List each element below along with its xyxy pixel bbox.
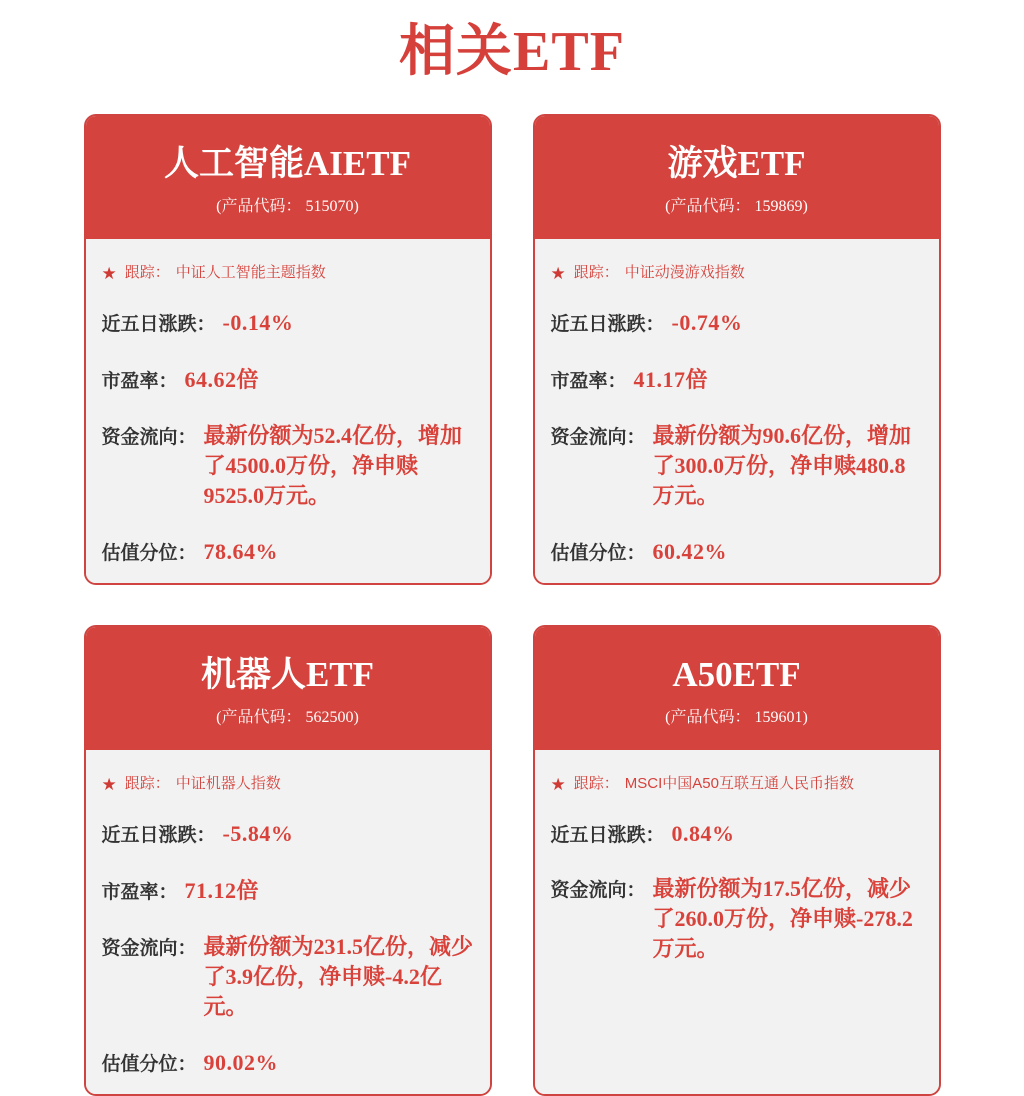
fund-flow-value: 最新份额为231.5亿份，减少了3.9亿份，净申赎-4.2亿元。 xyxy=(203,934,474,1019)
valuation-value: 90.02% xyxy=(203,1050,279,1075)
five-day-change-label: 近五日涨跌： xyxy=(550,825,665,846)
fund-flow-row xyxy=(551,874,923,964)
valuation-value: 78.64% xyxy=(203,539,279,564)
etf-card-a50 xyxy=(533,625,941,1096)
etf-card-robot xyxy=(84,625,492,1096)
track-label: 跟踪： xyxy=(573,264,619,281)
track-index: 中证动漫游戏指数 xyxy=(624,264,745,281)
page-title: 相关ETF xyxy=(399,21,625,83)
fund-flow-label: 资金流向： xyxy=(101,427,197,448)
etf-card-game xyxy=(533,114,941,585)
etf-name: 游戏ETF xyxy=(667,144,806,183)
five-day-change-label: 近五日涨跌： xyxy=(101,825,216,846)
pe-ratio-row xyxy=(551,363,923,394)
etf-card-body xyxy=(535,239,939,583)
pe-ratio-row xyxy=(102,874,474,905)
star-icon: ★ xyxy=(550,263,566,283)
fund-flow-label: 资金流向： xyxy=(550,427,646,448)
five-day-change-value: -0.74% xyxy=(671,310,743,335)
etf-card-header xyxy=(86,116,490,239)
valuation-label: 估值分位： xyxy=(550,543,646,564)
etf-card-grid xyxy=(0,114,1024,1096)
etf-name: 机器人ETF xyxy=(200,655,375,694)
valuation-value: 60.42% xyxy=(652,539,728,564)
five-day-change-row xyxy=(102,820,474,847)
track-line xyxy=(551,774,923,794)
track-index: 中证机器人指数 xyxy=(175,775,281,792)
valuation-row xyxy=(102,1049,474,1076)
five-day-change-value: -5.84% xyxy=(222,821,294,846)
five-day-change-label: 近五日涨跌： xyxy=(550,314,665,335)
etf-name: 人工智能AIETF xyxy=(164,144,411,183)
etf-card-body xyxy=(86,239,490,583)
etf-product-code: (产品代码： 515070) xyxy=(216,198,359,215)
star-icon: ★ xyxy=(101,774,117,794)
etf-card-header xyxy=(535,627,939,750)
valuation-label: 估值分位： xyxy=(101,543,197,564)
pe-ratio-row xyxy=(102,363,474,394)
etf-card-aietf xyxy=(84,114,492,585)
etf-card-body xyxy=(86,750,490,1094)
track-label: 跟踪： xyxy=(573,775,619,792)
track-label: 跟踪： xyxy=(124,775,170,792)
fund-flow-value: 最新份额为17.5亿份，减少了260.0万份，净申赎-278.2万元。 xyxy=(652,876,913,961)
etf-name: A50ETF xyxy=(672,655,801,694)
five-day-change-row xyxy=(551,820,923,847)
pe-ratio-value: 41.17倍 xyxy=(633,367,709,392)
star-icon: ★ xyxy=(101,263,117,283)
etf-product-code: (产品代码： 159869) xyxy=(665,198,808,215)
valuation-label: 估值分位： xyxy=(101,1054,197,1075)
track-label: 跟踪： xyxy=(124,264,170,281)
track-index: 中证人工智能主题指数 xyxy=(175,264,326,281)
five-day-change-row xyxy=(551,309,923,336)
track-line xyxy=(102,774,474,794)
fund-flow-value: 最新份额为52.4亿份，增加了4500.0万份，净申赎9525.0万元。 xyxy=(203,423,463,508)
five-day-change-row xyxy=(102,309,474,336)
valuation-row xyxy=(551,538,923,565)
fund-flow-row xyxy=(551,421,923,511)
etf-product-code: (产品代码： 159601) xyxy=(665,709,808,726)
star-icon: ★ xyxy=(550,774,566,794)
track-line xyxy=(551,263,923,283)
etf-card-header xyxy=(535,116,939,239)
fund-flow-row xyxy=(102,421,474,511)
etf-card-header xyxy=(86,627,490,750)
fund-flow-value: 最新份额为90.6亿份，增加了300.0万份，净申赎480.8万元。 xyxy=(652,423,912,508)
track-index: MSCI中国A50互联互通人民币指数 xyxy=(624,775,854,792)
valuation-row xyxy=(102,538,474,565)
fund-flow-label: 资金流向： xyxy=(550,880,646,901)
five-day-change-label: 近五日涨跌： xyxy=(101,314,216,335)
five-day-change-value: 0.84% xyxy=(671,821,735,846)
fund-flow-row xyxy=(102,932,474,1022)
pe-ratio-label: 市盈率： xyxy=(101,882,178,903)
fund-flow-label: 资金流向： xyxy=(101,938,197,959)
track-line xyxy=(102,263,474,283)
etf-product-code: (产品代码： 562500) xyxy=(216,709,359,726)
etf-card-body xyxy=(535,750,939,1094)
pe-ratio-label: 市盈率： xyxy=(101,371,178,392)
pe-ratio-value: 71.12倍 xyxy=(184,878,260,903)
five-day-change-value: -0.14% xyxy=(222,310,294,335)
pe-ratio-label: 市盈率： xyxy=(550,371,627,392)
pe-ratio-value: 64.62倍 xyxy=(184,367,260,392)
